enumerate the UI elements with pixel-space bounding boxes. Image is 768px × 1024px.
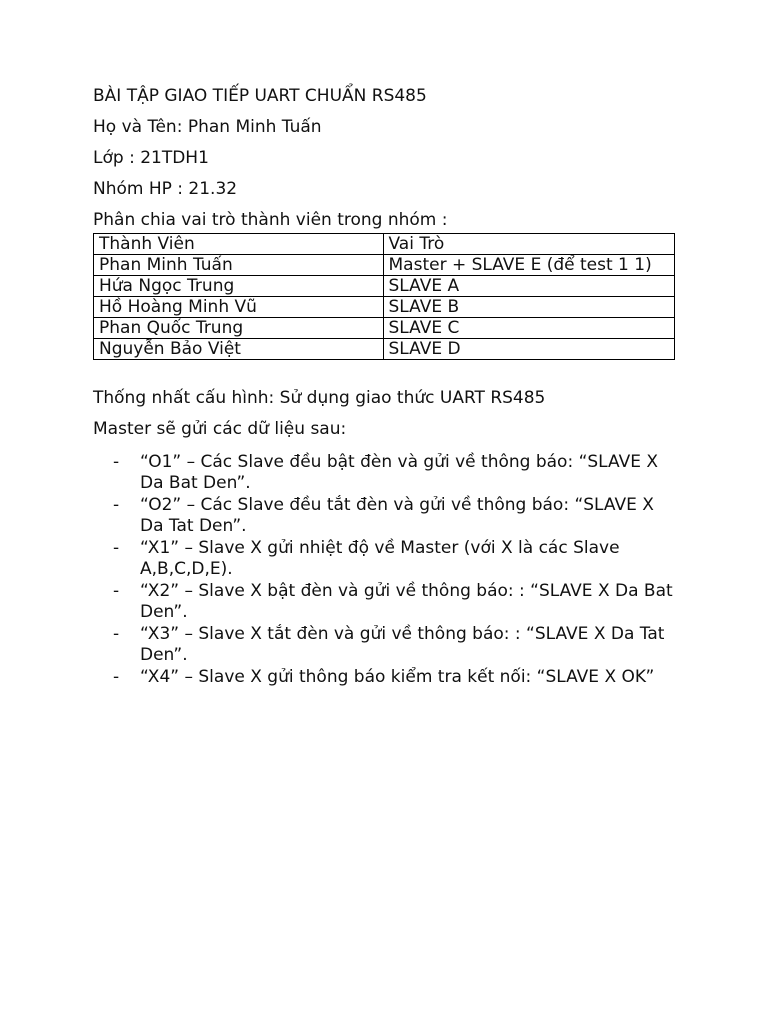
bullet-dash: - <box>113 538 120 558</box>
table-header-role: Vai Trò <box>383 234 675 255</box>
bullet-dash: - <box>113 495 120 515</box>
class-name: Lớp : 21TDH1 <box>93 148 209 168</box>
command-text: “X4” – Slave X gửi thông báo kiểm tra kết nối: “SLAVE X OK” <box>140 667 655 687</box>
table-row <box>94 276 675 297</box>
list-item <box>93 495 680 537</box>
list-item <box>93 667 680 688</box>
table-row <box>94 318 675 339</box>
member-role: SLAVE D <box>383 339 675 360</box>
member-name: Phan Quốc Trung <box>94 318 384 339</box>
member-name: Phan Minh Tuấn <box>94 255 384 276</box>
table-row <box>94 255 675 276</box>
bullet-dash: - <box>113 624 120 644</box>
member-role: SLAVE B <box>383 297 675 318</box>
command-text: “O2” – Các Slave đều tắt đèn và gửi về thông báo: “SLAVE X Da Tat Den”. <box>140 495 654 536</box>
group-number: Nhóm HP : 21.32 <box>93 179 238 199</box>
roles-intro: Phân chia vai trò thành viên trong nhóm : <box>93 210 448 230</box>
master-intro: Master sẽ gửi các dữ liệu sau: <box>93 419 347 439</box>
member-role: Master + SLAVE E (để test 1 1) <box>383 255 675 276</box>
member-name: Hồ Hoàng Minh Vũ <box>94 297 384 318</box>
list-item <box>93 538 680 580</box>
bullet-dash: - <box>113 452 120 472</box>
command-text: “X1” – Slave X gửi nhiệt độ về Master (với X là các Slave A,B,C,D,E). <box>140 538 620 579</box>
config-agreement: Thống nhất cấu hình: Sử dụng giao thức UART RS485 <box>93 388 546 408</box>
table-header-member: Thành Viên <box>94 234 384 255</box>
student-name: Họ và Tên: Phan Minh Tuấn <box>93 117 322 137</box>
member-role: SLAVE A <box>383 276 675 297</box>
list-item <box>93 581 680 623</box>
table-row <box>94 339 675 360</box>
command-text: “X2” – Slave X bật đèn và gửi về thông báo: : “SLAVE X Da Bat Den”. <box>140 581 673 622</box>
list-item <box>93 624 680 666</box>
command-text: “O1” – Các Slave đều bật đèn và gửi về thông báo: “SLAVE X Da Bat Den”. <box>140 452 659 493</box>
members-table <box>93 233 675 360</box>
document-title: BÀI TẬP GIAO TIẾP UART CHUẨN RS485 <box>93 86 427 106</box>
member-role: SLAVE C <box>383 318 675 339</box>
bullet-dash: - <box>113 581 120 601</box>
list-item <box>93 452 680 494</box>
table-header-row <box>94 234 675 255</box>
command-list <box>93 452 678 688</box>
member-name: Hứa Ngọc Trung <box>94 276 384 297</box>
document-page <box>93 86 678 689</box>
table-row <box>94 297 675 318</box>
bullet-dash: - <box>113 667 120 687</box>
member-name: Nguyễn Bảo Việt <box>94 339 384 360</box>
command-text: “X3” – Slave X tắt đèn và gửi về thông báo: : “SLAVE X Da Tat Den”. <box>140 624 665 665</box>
